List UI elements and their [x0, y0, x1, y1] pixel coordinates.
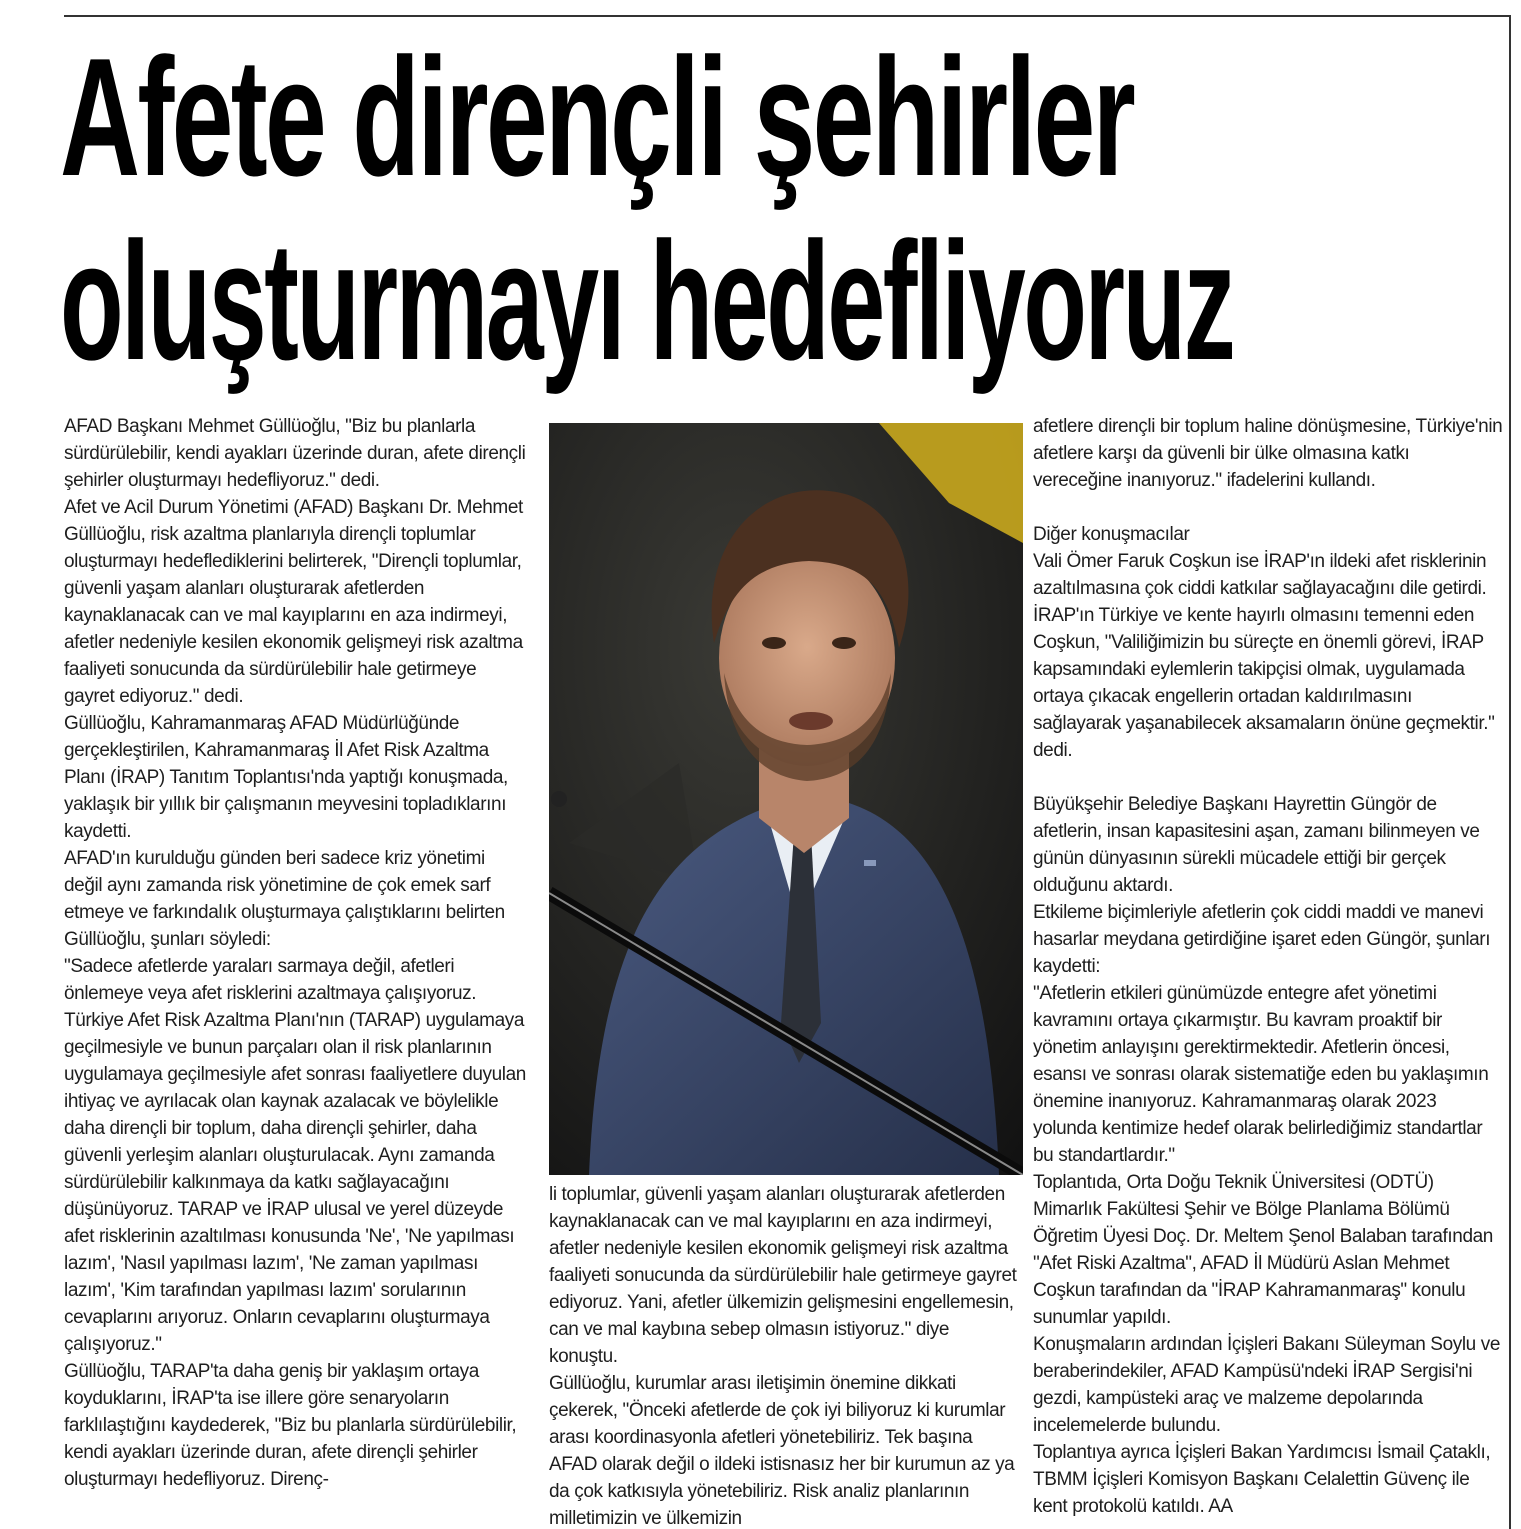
paragraph: Güllüoğlu, TARAP'ta daha geniş bir yaklaşım ortaya koyduklarını, İRAP'ta ise illere göre senaryoların farklılaştığını kaydederek, "Biz bu planlarla sürdürülebilir, kendi ayakları üzerinde duran, afete dirençli şehirler oluşturmayı hedefliyoruz. Direnç- — [64, 1361, 517, 1490]
paragraph: Toplantıda, Orta Doğu Teknik Üniversitesi (ODTÜ) Mimarlık Fakültesi Şehir ve Bölge Planlama Bölümü Öğretim Üyesi Doç. Dr. Meltem Şenol Balaban tarafından "Afet Riski Azaltma", AFAD İl Müdürü Aslan Mehmet Coşkun tarafından da "İRAP Kahramanmaraş" konulu sunumlar yapıldı. — [1033, 1172, 1493, 1328]
paragraph: afetlere dirençli bir toplum haline dönüşmesine, Türkiye'nin afetlere karşı da güvenli bir ülke olmasına katkı vereceğine inanıyoruz." ifadelerini kullandı. — [1033, 416, 1503, 491]
headline-line-1: Afete dirençli şehirler — [60, 23, 1134, 211]
paragraph: Güllüoğlu, kurumlar arası iletişimin önemine dikkati çekerek, "Önceki afetlerde de çok iyi biliyoruz ki kurumlar arası koordinasyonla afetleri yönetebiliriz. Tek başına AFAD olarak değil o ildeki istisnasız her bir kurumun az ya da çok katkısıyla yönetebiliriz. Risk analiz planlarının milletimizin ve ülkemizin — [549, 1373, 1015, 1529]
speaker-photo — [549, 423, 1023, 1175]
subheading: Diğer konuşmacılar — [1033, 524, 1190, 545]
article-column-1 — [64, 413, 526, 1529]
photo-speaker-at-microphone-icon — [549, 423, 1023, 1175]
headline-line-2: oluşturmayı hedefliyoruz — [60, 207, 1234, 395]
paragraph: İRAP'ın Türkiye ve kente hayırlı olmasını temenni eden Coşkun, "Valiliğimizin bu süreçte en önemli görevi, İRAP kapsamındaki eylemlerin takipçisi olmak, uygulamada ortaya çıkacak engellerin ortadan kaldırılmasını sağlayarak yaşanabilecek aksamaların önüne geçmektir." dedi. — [1033, 605, 1495, 761]
paragraph: AFAD'ın kurulduğu günden beri sadece kriz yönetimi değil aynı zamanda risk yönetimine de çok emek sarf etmeye ve farkındalık oluşturmaya çalıştıklarını belirten Güllüoğlu, şunları söyledi: — [64, 848, 505, 950]
top-rule — [64, 15, 1509, 17]
paragraph: Etkileme biçimleriyle afetlerin çok ciddi maddi ve manevi hasarlar meydana getirdiğine işaret eden Güngör, şunları kaydetti: — [1033, 902, 1491, 977]
paragraph: Afet ve Acil Durum Yönetimi (AFAD) Başkanı Dr. Mehmet Güllüoğlu, risk azaltma planlarıyla dirençli toplumlar oluşturmayı hedeflediklerini belirterek, "Dirençli toplumlar, güvenli yaşam alanları oluşturarak afetlerden kaynaklanacak can ve mal kayıplarını en aza indirmeyi, afetler nedeniyle kesilen ekonomik gelişmeyi risk azaltma faaliyeti sonucunda da sürdürülebilir hale getirmeye gayret ediyoruz." dedi. — [64, 497, 523, 707]
article-column-2 — [549, 1181, 1019, 1529]
paragraph: Toplantıya ayrıca İçişleri Bakan Yardımcısı İsmail Çataklı, TBMM İçişleri Komisyon Başkanı Celalettin Güvenç ile kent protokolü katıldı. AA — [1033, 1442, 1491, 1517]
article-column-3 — [1033, 413, 1503, 1529]
paragraph: Konuşmaların ardından İçişleri Bakanı Süleyman Soylu ve beraberindekiler, AFAD Kampüsü'ndeki İRAP Sergisi'ni gezdi, kampüsteki araç ve malzeme depolarında incelemelerde bulundu. — [1033, 1334, 1500, 1436]
right-rule — [1509, 15, 1511, 1529]
paragraph: Güllüoğlu, Kahramanmaraş AFAD Müdürlüğünde gerçekleştirilen, Kahramanmaraş İl Afet Risk Azaltma Planı (İRAP) Tanıtım Toplantısı'nda yaptığı konuşmada, yaklaşık bir yıllık bir çalışmanın meyvesini topladıklarını kaydetti. — [64, 713, 508, 842]
paragraph: Vali Ömer Faruk Coşkun ise İRAP'ın ildeki afet risklerinin azaltılmasına çok ciddi katkılar sağlayacağını dile getirdi. — [1033, 551, 1487, 599]
paragraph: "Afetlerin etkileri günümüzde entegre afet yönetimi kavramını ortaya çıkarmıştır. Bu kavram proaktif bir yönetim anlayışını gerektirmektedir. Afetlerin öncesi, esansı ve sonrası olarak sistematiğe eden bu yaklaşımın önemine inanıyoruz. Kahramanmaraş olarak 2023 yolunda kentimize hedef olarak belirlediğimiz standartlar bu standartlardır." — [1033, 983, 1489, 1166]
paragraph: li toplumlar, güvenli yaşam alanları oluşturarak afetlerden kaynaklanacak can ve mal kayıplarını en aza indirmeyi, afetler nedeniyle kesilen ekonomik gelişmeyi risk azaltma faaliyeti sonucunda da sürdürülebilir hale getirmeye gayret ediyoruz. Yani, afetler ülkemizin gelişmesini engellemesin, can ve mal kaybına sebep olmasın istiyoruz." diye konuştu. — [549, 1184, 1017, 1367]
paragraph: AFAD Başkanı Mehmet Güllüoğlu, "Biz bu planlarla sürdürülebilir, kendi ayakları üzerinde duran, afete dirençli şehirler oluşturmayı hedefliyoruz." dedi. — [64, 416, 526, 491]
paragraph: "Sadece afetlerde yaraları sarmaya değil, afetleri önlemeye veya afet risklerini azaltmaya çalışıyoruz. Türkiye Afet Risk Azaltma Planı'nın (TARAP) uygulamaya geçilmesiyle ve bunun parçaları olan il risk planlarının uygulamaya geçilmesiyle afet sonrası faaliyetlere duyulan ihtiyaç ve ayrılacak olan kaynak azalacak ve böylelikle daha dirençli bir toplum, daha dirençli şehirler, daha güvenli yerleşim alanları oluşturulacak. Aynı zamanda sürdürülebilir kalkınmaya da katkı sağlayacağını düşünüyoruz. TARAP ve İRAP ulusal ve yerel düzeyde afet risklerinin azaltılması konusunda 'Ne', 'Ne yapılması lazım', 'Nasıl yapılması lazım', 'Ne zaman yapılması lazım', 'Kim tarafından yapılması lazım' sorularının cevaplarını arıyoruz. Onların cevaplarını oluşturmaya çalışıyoruz." — [64, 956, 526, 1355]
paragraph: Büyükşehir Belediye Başkanı Hayrettin Güngör de afetlerin, insan kapasitesini aşan, zamanı bilinmeyen ve günün dünyasının sürekli mücadele ettiği bir gerçek olduğunu aktardı. — [1033, 794, 1480, 896]
